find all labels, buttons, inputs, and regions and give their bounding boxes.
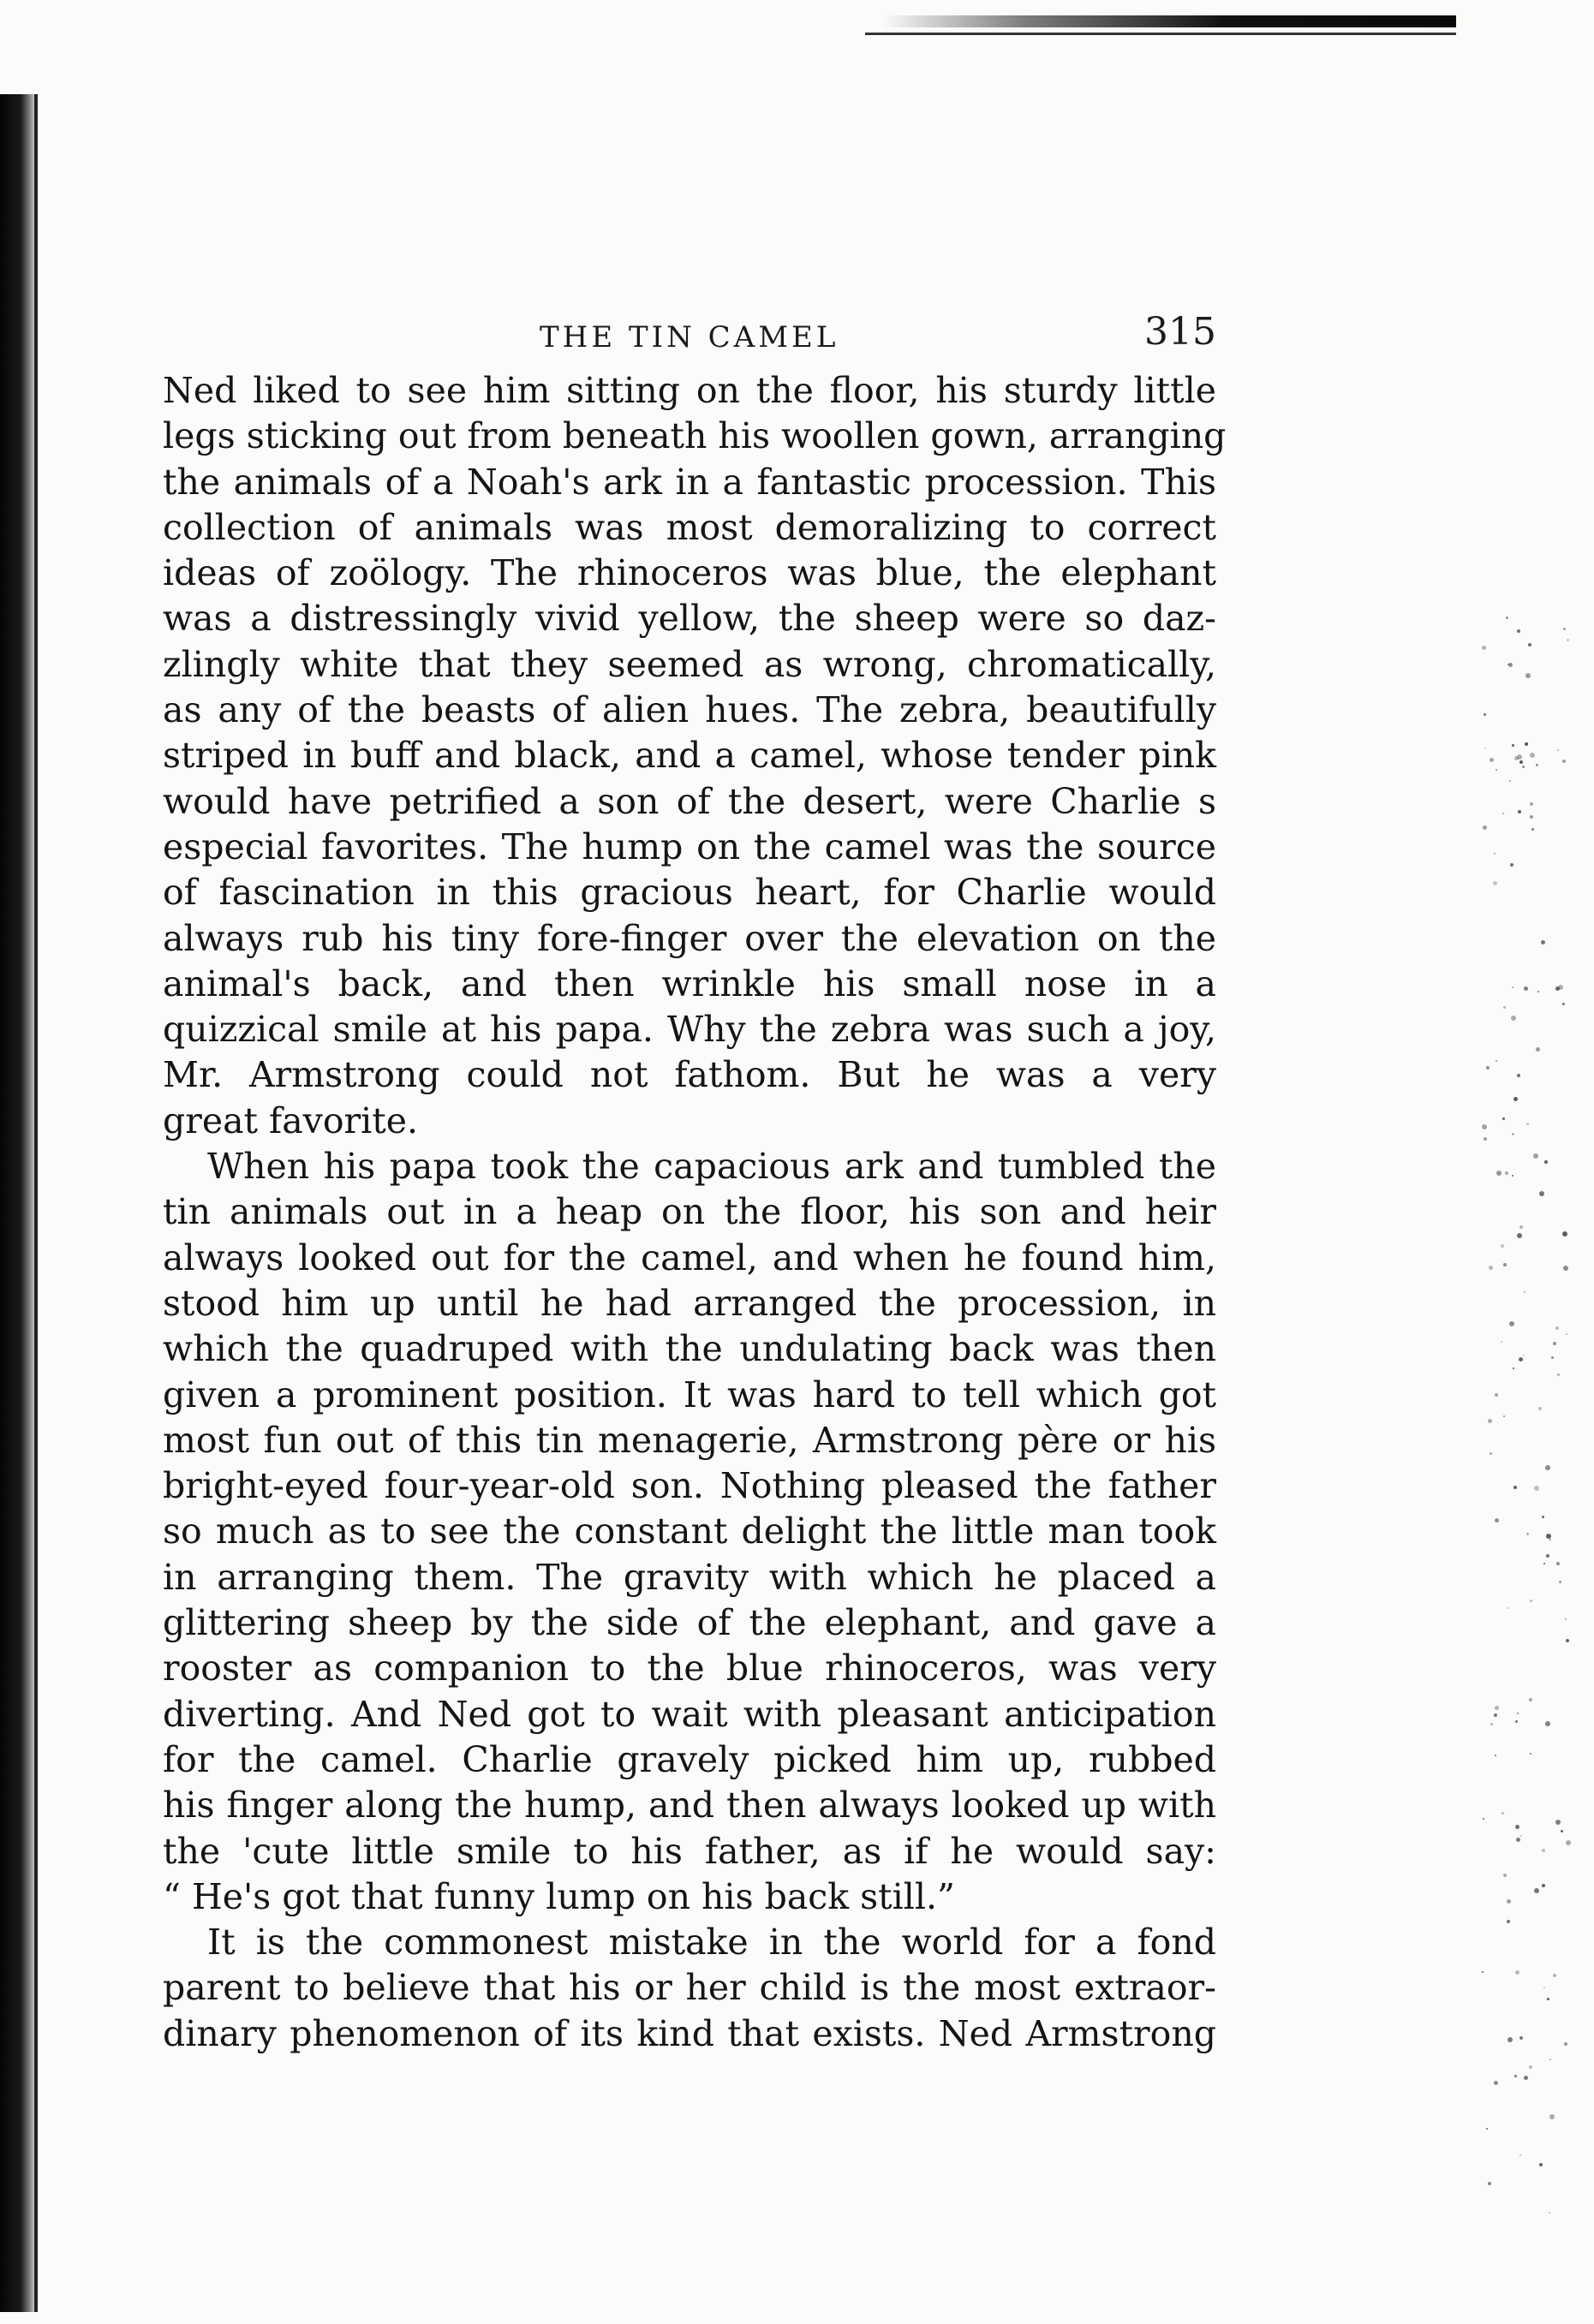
text-line: the animals of a Noah's ark in a fantastic procession. This — [163, 461, 1216, 503]
scan-speck — [1567, 639, 1569, 641]
scan-speck — [1517, 1233, 1522, 1238]
scan-speck — [1514, 2075, 1517, 2077]
scan-speck — [1526, 1533, 1529, 1535]
text-line: in arranging them. The gravity with which he placed a — [163, 1556, 1216, 1598]
scan-speck — [1488, 2182, 1491, 2185]
text-line: striped in buff and black, and a camel, whose tender pink — [163, 735, 1216, 777]
text-line: great favorite. — [163, 1099, 419, 1141]
text-line: When his papa took the capacious ark and tumbled the — [207, 1146, 1216, 1188]
scan-speck — [1549, 2059, 1551, 2060]
text-line: of fascination in this gracious heart, for Charlie would — [163, 872, 1216, 914]
scan-speck — [1486, 2128, 1488, 2130]
text-line: rooster as companion to the blue rhinoceros, was very — [163, 1648, 1216, 1689]
scan-speck — [1501, 1244, 1504, 1248]
scan-speck — [1495, 769, 1497, 771]
scan-speck — [1506, 617, 1508, 619]
scan-speck — [1547, 1998, 1549, 2000]
scan-speck — [1565, 1618, 1567, 1620]
scan-speck — [1533, 1153, 1538, 1159]
scan-speck — [1555, 1820, 1561, 1825]
scan-speck — [1562, 760, 1566, 763]
scan-speck — [1542, 1849, 1545, 1852]
scan-speck — [1555, 1326, 1559, 1330]
scan-speck — [1489, 1266, 1493, 1270]
scan-speck — [1541, 940, 1545, 944]
scan-speck — [1519, 2036, 1523, 2040]
left-binding-edge — [34, 94, 38, 2312]
scan-speck — [1525, 673, 1531, 678]
text-line: Mr. Armstrong could not fathom. But he was a very — [163, 1054, 1216, 1096]
scan-speck — [1503, 1415, 1505, 1417]
text-line: was a distressingly vivid yellow, the sheep were so daz- — [163, 598, 1216, 640]
scan-speck — [1495, 1755, 1496, 1756]
text-line: for the camel. Charlie gravely picked him up, rubbed — [163, 1738, 1216, 1780]
scan-speck — [1522, 766, 1525, 768]
scan-speck — [1530, 815, 1533, 819]
text-line: his finger along the hump, and then always looked up with — [163, 1785, 1216, 1826]
text-line: always rub his tiny fore-finger over the elevation on the — [163, 917, 1216, 959]
scan-speck — [1524, 986, 1528, 991]
text-line: would have petrified a son of the desert, were Charlie s — [163, 780, 1216, 822]
scan-speck — [1513, 1097, 1518, 1101]
running-head — [163, 308, 1216, 368]
scan-speck — [1517, 1074, 1520, 1077]
scan-speck — [1558, 985, 1563, 990]
scan-speck — [1495, 1393, 1498, 1397]
scan-speck — [1557, 749, 1559, 751]
scan-speck — [1553, 1342, 1556, 1345]
scan-speck — [1483, 1818, 1484, 1820]
scan-speck — [1520, 1835, 1522, 1837]
scan-speck — [1566, 1333, 1567, 1335]
scan-speck — [1563, 1266, 1568, 1271]
scan-speck — [1512, 1175, 1513, 1177]
scan-speck — [1482, 1124, 1487, 1129]
scan-speck — [1490, 1723, 1493, 1725]
scan-speck — [1519, 1357, 1523, 1362]
scan-speck — [1530, 802, 1533, 806]
scan-speck — [1486, 1066, 1490, 1070]
body-text — [163, 368, 1227, 2057]
scan-speck — [1507, 1920, 1510, 1923]
scan-speck — [1488, 1419, 1492, 1423]
text-line: quizzical smile at his papa. Why the zebra was such a joy, — [163, 1009, 1216, 1051]
scan-speck — [1507, 1607, 1509, 1609]
paragraph-2 — [163, 1144, 1216, 1920]
scan-speck — [1561, 1830, 1563, 1832]
scan-speck — [1566, 1840, 1571, 1845]
scan-speck — [1562, 1003, 1565, 1005]
scan-speck — [1510, 863, 1513, 867]
text-line: dinary phenomenon of its kind that exists. Ned Armstrong — [163, 2012, 1216, 2054]
text-line: collection of animals was most demoralizing to correct — [163, 506, 1216, 548]
scan-speck — [1528, 643, 1531, 647]
text-line: glittering sheep by the side of the elephant, and gave a — [163, 1602, 1216, 1644]
text-line: so much as to see the constant delight the little man took — [163, 1511, 1216, 1552]
scan-speck — [1546, 1554, 1549, 1558]
scan-speck — [1544, 1160, 1548, 1164]
scan-speck — [1534, 1888, 1539, 1893]
scan-speck — [1515, 1720, 1518, 1723]
scan-speck — [1502, 813, 1504, 814]
scan-speck — [1507, 1899, 1511, 1904]
text-line: especial favorites. The hump on the camel was the source — [163, 825, 1216, 867]
scan-speck — [1524, 1291, 1525, 1293]
scan-speck — [1549, 1539, 1551, 1540]
scan-speck — [1505, 1171, 1508, 1175]
scan-speck — [1517, 629, 1520, 633]
scan-speck — [1519, 2154, 1521, 2156]
scan-speck — [1524, 2076, 1528, 2080]
scan-speck — [1503, 1874, 1507, 1877]
scan-speck — [1539, 1191, 1544, 1196]
scan-speck — [1529, 2065, 1532, 2069]
scan-speck — [1490, 1452, 1492, 1455]
scan-speck — [1537, 991, 1539, 992]
scan-speck — [1512, 744, 1514, 747]
scan-speck — [1508, 663, 1513, 667]
scan-speck — [1543, 1563, 1545, 1564]
scan-speck — [1515, 1825, 1519, 1829]
text-line: diverting. And Ned got to wait with pleasant anticipation — [163, 1693, 1216, 1735]
scan-speck — [1512, 1133, 1514, 1135]
scan-speck — [1515, 1970, 1519, 1975]
scan-speck — [1507, 2037, 1513, 2042]
left-binding-shadow — [0, 94, 38, 2312]
scan-speck — [1536, 764, 1538, 766]
scan-speck — [1513, 1486, 1517, 1489]
text-line: as any of the beasts of alien hues. The zebra, beautifully — [163, 689, 1216, 731]
text-line: tin animals out in a heap on the floor, his son and heir — [163, 1191, 1216, 1233]
scan-speck — [1511, 1016, 1516, 1021]
scan-speck — [1545, 1465, 1550, 1470]
scan-speck — [1559, 1581, 1561, 1583]
text-line: most fun out of this tin menagerie, Armstrong père or his — [163, 1419, 1216, 1461]
text-line: which the quadruped with the undulating back was then — [163, 1328, 1216, 1370]
scan-speck — [1494, 2081, 1498, 2085]
scan-speck — [1509, 1321, 1514, 1326]
scan-speck — [1514, 756, 1519, 760]
text-line: Ned liked to see him sitting on the floor, his sturdy little — [163, 370, 1216, 411]
scan-speck — [1494, 853, 1495, 855]
scan-speck — [1534, 1486, 1539, 1491]
text-line: “ He's got that funny lump on his back still.” — [163, 1875, 955, 1917]
scan-speck — [1503, 1006, 1506, 1009]
scan-speck — [1530, 753, 1535, 758]
scan-speck — [1494, 1713, 1497, 1717]
scan-speck — [1484, 748, 1486, 749]
scan-speck — [1503, 1263, 1507, 1266]
text-line: parent to believe that his or her child is the most extraor- — [163, 1967, 1216, 2009]
scan-speck — [1501, 1341, 1502, 1343]
scan-speck — [1483, 825, 1487, 830]
scan-speck — [1553, 1974, 1556, 1977]
scan-speck — [1543, 1987, 1545, 1988]
scan-speck — [1551, 1356, 1554, 1359]
scan-speck — [1482, 1971, 1484, 1973]
scan-speck — [1564, 2042, 1567, 2046]
text-line: legs sticking out from beneath his woollen gown, arranging — [163, 415, 1227, 457]
scan-speck — [1529, 1698, 1532, 1701]
scan-speck — [1539, 2163, 1543, 2166]
scan-speck — [1518, 810, 1521, 813]
scan-speck — [1557, 1374, 1560, 1376]
scan-speck — [1531, 828, 1534, 831]
scan-speck — [1562, 1231, 1567, 1236]
scan-speck — [1484, 713, 1486, 716]
scan-speck — [1502, 1117, 1505, 1120]
scan-speck — [1490, 758, 1494, 762]
text-line: zlingly white that they seemed as wrong, chromatically, — [163, 643, 1216, 685]
scan-speck — [1536, 1047, 1540, 1052]
scan-speck — [1549, 2114, 1555, 2119]
scan-speck — [1538, 1407, 1542, 1410]
scan-speck — [1512, 986, 1513, 988]
top-page-edge-shadow — [882, 15, 1456, 27]
scan-speck — [1563, 628, 1566, 630]
scan-speck — [1517, 1713, 1519, 1714]
scan-speck — [1525, 742, 1528, 745]
scan-speck — [1556, 1562, 1560, 1565]
page-number: 315 — [1144, 310, 1216, 354]
running-title: THE TIN CAMEL — [540, 320, 839, 355]
scan-speck — [1526, 1123, 1529, 1125]
scan-speck — [1519, 760, 1523, 764]
scan-speck — [1566, 1639, 1569, 1642]
scan-speck — [1542, 1884, 1545, 1887]
text-line: the 'cute little smile to his father, as if he would say: — [163, 1830, 1216, 1872]
scan-speck — [1549, 2212, 1550, 2214]
scan-speck — [1495, 1706, 1499, 1710]
scan-speck — [1523, 1355, 1525, 1356]
scan-speck — [1493, 881, 1497, 885]
scan-speck — [1516, 1838, 1520, 1842]
scan-speck — [1496, 1171, 1501, 1176]
right-margin-noise — [1482, 617, 1576, 2244]
text-line: bright-eyed four-year-old son. Nothing pleased the father — [163, 1465, 1216, 1507]
scan-speck — [1484, 1137, 1487, 1141]
scan-speck — [1530, 1753, 1531, 1755]
scan-speck — [1495, 1518, 1499, 1523]
paragraph-3 — [163, 1920, 1216, 2057]
text-line: ideas of zoölogy. The rhinoceros was blue, the elephant — [163, 552, 1216, 594]
text-line: animal's back, and then wrinkle his small nose in a — [163, 962, 1216, 1004]
scan-speck — [1509, 780, 1511, 782]
scan-speck — [1482, 646, 1486, 650]
text-line: It is the commonest mistake in the world for a fond — [207, 1922, 1216, 1963]
scan-speck — [1501, 1812, 1504, 1815]
book-page — [163, 308, 1227, 2057]
text-line: always looked out for the camel, and when he found him, — [163, 1236, 1216, 1278]
text-line: stood him up until he had arranged the procession, in — [163, 1282, 1216, 1324]
scan-speck — [1530, 1600, 1532, 1602]
scan-speck — [1519, 1225, 1523, 1229]
scan-speck — [1495, 1060, 1497, 1062]
top-page-edge-line — [865, 33, 1456, 35]
scan-speck — [1545, 1721, 1550, 1726]
text-line: given a prominent position. It was hard to tell which got — [163, 1374, 1216, 1415]
paragraph-1 — [163, 368, 1227, 1144]
scan-speck — [1542, 1516, 1544, 1518]
scan-speck — [1513, 1368, 1514, 1369]
